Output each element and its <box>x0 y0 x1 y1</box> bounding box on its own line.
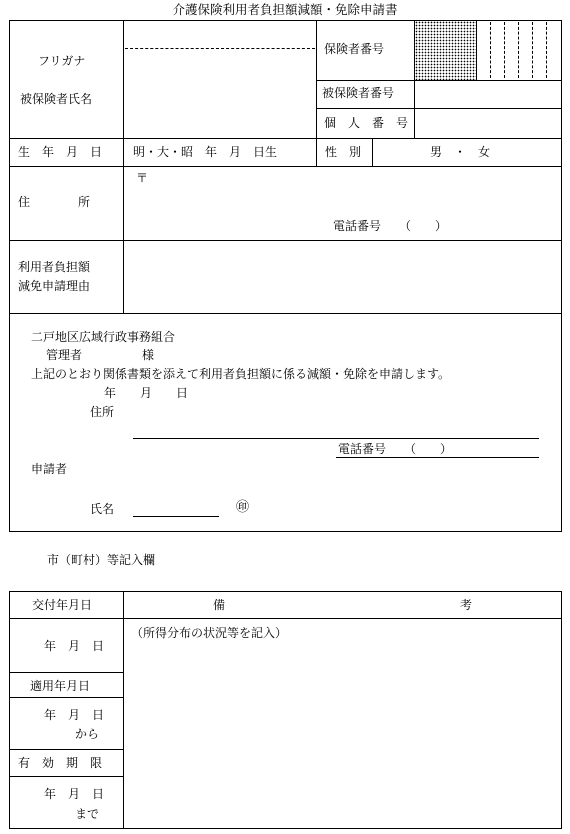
insured-number-label: 被保険者番号 <box>322 86 395 100</box>
applicant-name-line[interactable] <box>133 516 219 517</box>
birth-date-value[interactable]: 明・大・昭 年 月 日生 <box>133 145 278 159</box>
insured-name-field[interactable] <box>125 50 315 136</box>
applicant-name-label: 氏名 <box>90 502 115 516</box>
applicant-label: 申請者 <box>31 462 68 476</box>
page-title: 介護保険利用者負担額減額・免除申請書 <box>172 2 398 17</box>
applicant-address-line[interactable] <box>133 438 539 439</box>
application-statement: 上記のとおり関係書類を添えて利用者負担額に係る減額・免除を申請します。 <box>31 367 451 381</box>
reason-label-line1: 利用者負担額 <box>18 260 91 274</box>
city-section-heading: 市（町村）等記入欄 <box>47 553 156 567</box>
application-date[interactable]: 年 月 日 <box>104 386 189 400</box>
apply-date-value[interactable]: 年 月 日 <box>44 708 105 722</box>
union-name: 二戸地区広域行政事務組合 <box>31 330 176 344</box>
manager-address: 管理者 様 <box>46 348 155 362</box>
until-label: まで <box>75 807 100 821</box>
remarks-label-left: 備 <box>213 598 226 612</box>
phone-label: 電話番号 （ ） <box>333 219 448 233</box>
furigana-separator <box>125 48 315 49</box>
reason-label-line2: 減免申請理由 <box>18 279 91 293</box>
seal-mark: ㊞ <box>236 500 250 515</box>
personal-number-field[interactable] <box>415 109 561 137</box>
sex-label: 性 別 <box>325 145 362 159</box>
furigana-field[interactable] <box>125 22 315 47</box>
sex-choice[interactable]: 男 ・ 女 <box>430 145 491 159</box>
phone-underline <box>336 457 539 458</box>
applicant-address-label: 住所 <box>90 405 115 419</box>
postal-mark: 〒 <box>136 171 149 185</box>
apply-date-label: 適用年月日 <box>30 679 91 693</box>
remarks-field[interactable] <box>125 645 561 827</box>
issue-date-value[interactable]: 年 月 日 <box>44 639 105 653</box>
address-label: 住 所 <box>18 195 91 209</box>
applicant-phone-label: 電話番号 （ ） <box>338 442 453 456</box>
issue-date-label: 交付年月日 <box>32 598 93 612</box>
birth-date-label: 生 年 月 日 <box>18 145 103 159</box>
personal-number-label: 個 人 番 号 <box>324 116 409 130</box>
remarks-note: （所得分布の状況等を記入） <box>131 626 288 640</box>
reason-field[interactable] <box>125 242 561 312</box>
insured-name-label: 被保険者氏名 <box>20 92 93 106</box>
insured-number-field[interactable] <box>415 81 561 107</box>
furigana-label: フリガナ <box>38 54 86 68</box>
insurer-number-shaded-cell <box>415 21 476 80</box>
from-label: から <box>75 727 100 741</box>
remarks-label-right: 考 <box>460 598 473 612</box>
valid-period-label: 有 効 期 限 <box>18 756 103 770</box>
valid-date-value[interactable]: 年 月 日 <box>44 787 105 801</box>
address-field[interactable] <box>125 168 561 216</box>
insurer-number-label: 保険者番号 <box>324 42 385 56</box>
